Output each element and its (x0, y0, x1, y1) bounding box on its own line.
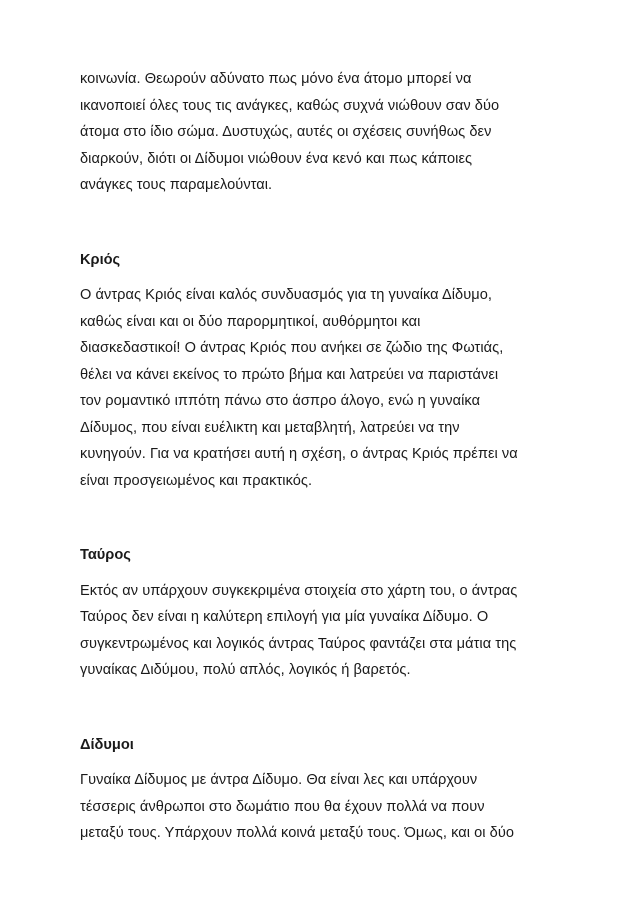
text-line: καθώς είναι και οι δύο παρορμητικοί, αυθόρμητοι και (80, 313, 421, 330)
text-line: Γυναίκα Δίδυμος με άντρα Δίδυμο. Θα είναι λες και υπάρχουν (80, 772, 478, 788)
text-line: τον ρομαντικό ιππότη πάνω στο άσπρο άλογο, ενώ η γυναίκα (80, 393, 481, 409)
text-line: μεταξύ τους. Υπάρχουν πολλά κοινά μεταξύ τους. Όμως, και οι δύο (80, 825, 515, 841)
text-line: κυνηγούν. Για να κρατήσει αυτή η σχέση, ο άντρας Κριός πρέπει να (80, 446, 518, 462)
text-line: κοινωνία. Θεωρούν αδύνατο πως μόνο ένα άτομο μπορεί να (80, 71, 472, 87)
section-paragraph-krios (80, 282, 560, 494)
intro-paragraph (80, 66, 560, 199)
section-heading-tavros: Ταύρος (80, 547, 131, 563)
text-line: διασκεδαστικοί! Ο άντρας Κριός που ανήκει σε ζώδιο της Φωτιάς, (80, 340, 504, 356)
text-line: Ταύρος δεν είναι η καλύτερη επιλογή για μία γυναίκα Δίδυμο. Ο (80, 609, 489, 625)
text-line: είναι προσγειωμένος και πρακτικός. (80, 472, 313, 489)
text-line: θέλει να κάνει εκείνος το πρώτο βήμα και λατρεύει να παριστάνει (80, 366, 499, 383)
text-line: τέσσερις άνθρωποι στο δωμάτιο που θα έχουν πολλά να πουν (80, 798, 485, 815)
section-heading-didymoi: Δίδυμοι (80, 736, 134, 753)
text-line: ικανοποιεί όλες τους τις ανάγκες, καθώς συχνά νιώθουν σαν δύο (80, 97, 500, 114)
text-line: Ο άντρας Κριός είναι καλός συνδυασμός για τη γυναίκα Δίδυμο, (80, 287, 492, 303)
text-line: συγκεντρωμένος και λογικός άντρας Ταύρος φαντάζει στα μάτια της (80, 635, 517, 652)
text-line: διαρκούν, διότι οι Δίδυμοι νιώθουν ένα κενό και πως κάποιες (80, 150, 473, 167)
document-page (80, 66, 560, 847)
text-line: άτομα στο ίδιο σώμα. Δυστυχώς, αυτές οι σχέσεις συνήθως δεν (80, 124, 492, 140)
section-heading-krios: Κριός (80, 251, 121, 268)
text-line: Δίδυμος, που είναι ευέλικτη και μεταβλητή, λατρεύει να την (80, 419, 460, 436)
text-line: ανάγκες τους παραμελούνται. (80, 177, 273, 193)
text-line: Εκτός αν υπάρχουν συγκεκριμένα στοιχεία στο χάρτη του, ο άντρας (80, 582, 518, 599)
text-line: γυναίκας Διδύμου, πολύ απλός, λογικός ή βαρετός. (80, 662, 411, 678)
section-paragraph-didymoi (80, 767, 560, 847)
section-paragraph-tavros (80, 578, 560, 684)
